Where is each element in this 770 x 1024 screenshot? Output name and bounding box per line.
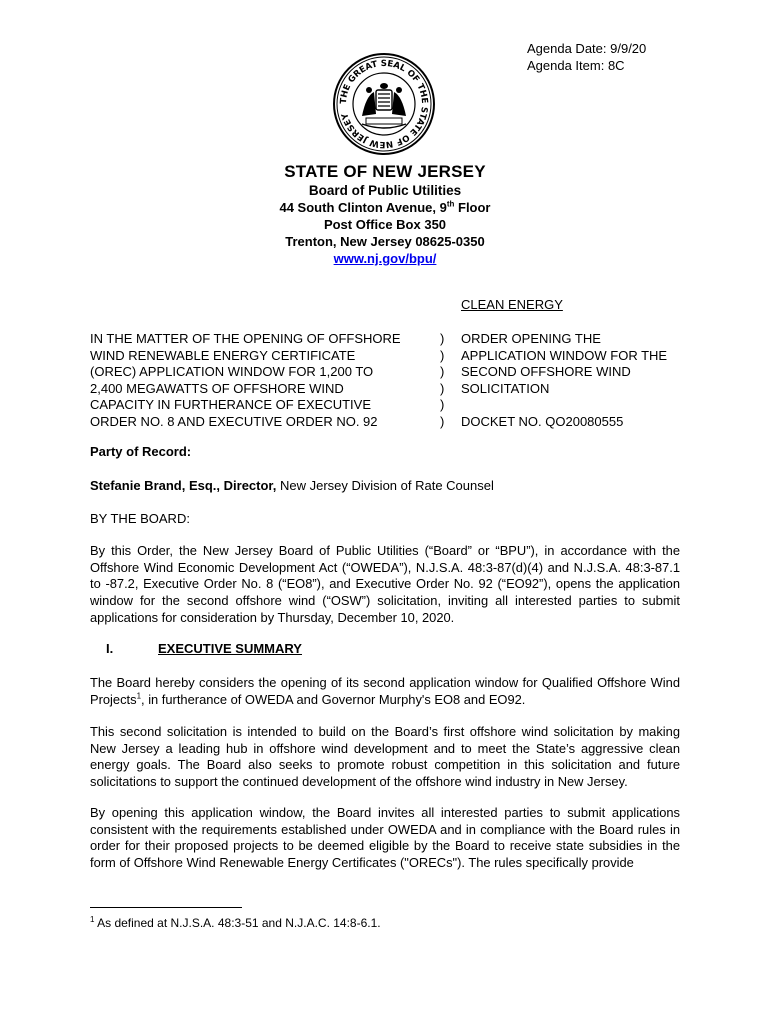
by-the-board: BY THE BOARD: xyxy=(90,511,190,526)
footnote-ref: 1 xyxy=(136,691,142,701)
caption-line: (OREC) APPLICATION WINDOW FOR 1,200 TO xyxy=(90,364,374,379)
summary-paragraph-3: By opening this application window, the Board invites all interested parties to submit applications consistent with the requirements established under OWEDA and in compliance with the Board rules in order for their proposed projects to be deemed eligible by the Board to receive state subsidies in the form of Offshore Wind Renewable Energy Certificates ("ORECs"). The rules specifically provide xyxy=(90,805,680,871)
state-title: STATE OF NEW JERSEY xyxy=(284,162,486,181)
seal-text: THE GREAT SEAL OF THE STATE OF NEW JERSEY xyxy=(338,58,430,150)
footnote-divider xyxy=(90,907,242,908)
footnote-text: As defined at N.J.S.A. 48:3-51 and N.J.A.C. 14:8-6.1. xyxy=(94,916,381,930)
board-address: 44 South Clinton Avenue, 9th Floor xyxy=(279,199,491,215)
order-line: ORDER OPENING THE xyxy=(461,331,601,346)
board-name: Board of Public Utilities xyxy=(308,183,462,198)
order-line-blank xyxy=(461,397,667,414)
board-city: Trenton, New Jersey 08625-0350 xyxy=(285,234,485,249)
footnote-number: 1 xyxy=(90,915,95,924)
order-line: APPLICATION WINDOW FOR THE xyxy=(461,347,668,363)
summary-paragraph-2: This second solicitation is intended to build on the Board’s first offshore wind solicitation by making New Jersey a leading hub in offshore wind development and to meet the State’s aggressive clean energy goals. The Board also seeks to promote robust competition in this solicitation and future solicitations to support the continued development of the offshore wind industry in New Jersey. xyxy=(90,724,680,790)
board-website-link[interactable]: www.nj.gov/bpu/ xyxy=(333,251,437,266)
caption-line: CAPACITY IN FURTHERANCE OF EXECUTIVE xyxy=(90,397,371,412)
intro-paragraph: By this Order, the New Jersey Board of Public Utilities (“Board” or “BPU”), in accordance with the Offshore Wind Economic Development Act (“OWEDA”), N.J.S.A. 48:3-87(d)(4) and N.J.S.A. 48:3-87.1 to -87.2, Executive Order No. 8 (“EO8”), and Executive Order No. 92 (“EO92”), opens the application window for the second offshore wind (“OSW”) solicitation, inviting all interested parties to submit applications for consideration by Thursday, December 10, 2020. xyxy=(90,543,680,625)
caption-parens: ) ) ) ) ) ) xyxy=(440,331,445,429)
party-org: New Jersey Division of Rate Counsel xyxy=(276,478,494,493)
section-heading xyxy=(90,641,302,656)
caption-line: 2,400 MEGAWATTS OF OFFSHORE WIND xyxy=(90,380,344,396)
section-number: I. xyxy=(106,641,114,656)
party-name: Stefanie Brand, Esq., Director, xyxy=(90,478,277,493)
caption-line: WIND RENEWABLE ENERGY CERTIFICATE xyxy=(90,347,356,363)
footnote xyxy=(90,916,381,930)
category-label: CLEAN ENERGY xyxy=(461,297,563,312)
state-seal-icon xyxy=(332,52,436,156)
docket-number: DOCKET NO. QO20080555 xyxy=(461,413,624,429)
party-heading: Party of Record: xyxy=(90,444,192,459)
summary-paragraph-1: The Board hereby considers the opening of its second application window for Qualified Offshore Wind Projects$^1$, in furtherance of OWEDA and Governor Murphy's EO8 and EO92. xyxy=(90,675,680,707)
party-of-record xyxy=(90,478,494,493)
matter-caption xyxy=(90,331,401,430)
agenda-block xyxy=(527,40,646,74)
order-title xyxy=(461,331,667,430)
section-title: EXECUTIVE SUMMARY xyxy=(158,641,302,656)
caption-line: IN THE MATTER OF THE OPENING OF OFFSHORE xyxy=(90,331,401,346)
agenda-date: Agenda Date: 9/9/20 xyxy=(527,41,647,56)
order-line: SECOND OFFSHORE WIND xyxy=(461,364,631,379)
caption-line: ORDER NO. 8 AND EXECUTIVE ORDER NO. 92 xyxy=(90,413,378,429)
agenda-item: Agenda Item: 8C xyxy=(527,58,625,73)
order-line: SOLICITATION xyxy=(461,380,550,396)
board-pobox: Post Office Box 350 xyxy=(323,217,447,232)
